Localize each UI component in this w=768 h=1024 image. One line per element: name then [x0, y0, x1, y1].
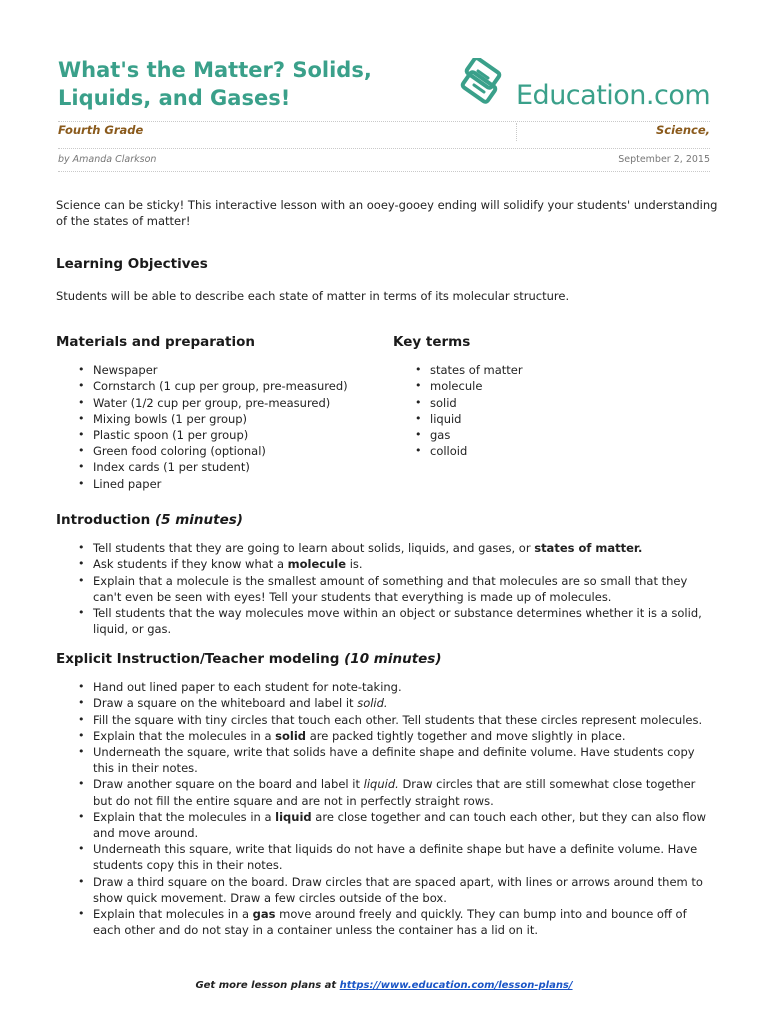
learning-objectives-body — [56, 288, 718, 304]
list-item: • Lined paper — [56, 476, 376, 492]
list-item: • Index cards (1 per student) — [56, 459, 376, 475]
lesson-title: What's the Matter? Solids, Liquids, and Gases! — [58, 58, 372, 110]
item-text: Draw another square on the board and label it — [93, 777, 364, 792]
item-text: Draw circles that are still somewhat close together but do not fill the entire square and are not in perfectly straight rows. — [93, 777, 696, 808]
list-item — [56, 712, 718, 728]
learning-objectives-section — [56, 256, 718, 272]
item-text: Draw a third square on the board. Draw circles that are spaced apart, with lines or arrows around them to show quick movement. Draw a few circles outside of the box. — [93, 874, 703, 905]
lesson-plans-link[interactable]: https://www.education.com/lesson-plans/ — [339, 980, 573, 991]
introduction-heading — [56, 512, 718, 528]
grade-subject-row — [58, 123, 710, 137]
divider — [58, 148, 710, 149]
learning-objectives-text: Students will be able to describe each state of matter in terms of its molecular structure. — [56, 289, 570, 303]
list-item — [56, 679, 718, 695]
key-terms-heading: Key terms — [393, 334, 471, 350]
item-text: Explain that a molecule is the smallest amount of something and that molecules are so small that they can't even be seen with eyes! Tell your students that everything is made up of molecules. — [93, 573, 688, 604]
list-item — [56, 841, 718, 873]
author-label: by Amanda Clarkson — [58, 154, 157, 165]
item-text: are packed tightly together and move slightly in place. — [306, 728, 626, 743]
list-item — [56, 809, 718, 841]
explicit-instruction-duration: (10 minutes) — [344, 651, 442, 667]
key-terms-list — [393, 362, 713, 459]
introduction-duration: (5 minutes) — [154, 512, 243, 528]
intro-paragraph: Science can be sticky! This interactive lesson with an ooey-gooey ending will solidify your students' understanding of the states of matter! — [56, 198, 718, 229]
list-item: • solid — [393, 395, 713, 411]
list-item: • colloid — [393, 443, 713, 459]
item-bold: molecule — [287, 557, 347, 572]
list-item — [56, 906, 718, 938]
footer-text: Get more lesson plans at — [195, 980, 340, 991]
divider — [58, 121, 710, 122]
list-item — [56, 744, 718, 776]
list-item: • Newspaper — [56, 362, 376, 378]
footer — [0, 980, 768, 991]
list-item: • states of matter — [393, 362, 713, 378]
introduction-list — [56, 540, 718, 637]
list-item: • Water (1/2 cup per group, pre-measured) — [56, 395, 376, 411]
list-item — [56, 573, 718, 605]
materials-section — [56, 334, 376, 492]
introduction-heading-text: Introduction — [56, 512, 151, 528]
item-text: Draw a square on the whiteboard and label it — [93, 696, 358, 711]
explicit-instruction-heading — [56, 651, 718, 667]
item-text: Explain that molecules in a — [93, 907, 253, 922]
item-italic: liquid. — [363, 777, 399, 792]
list-item: • Cornstarch (1 cup per group, pre-measured) — [56, 378, 376, 394]
materials-list — [56, 362, 376, 492]
list-item: • Plastic spoon (1 per group) — [56, 427, 376, 443]
education-logo-icon — [458, 58, 510, 110]
item-text: Explain that the molecules in a — [93, 809, 276, 824]
logo-wordmark: Education.com — [516, 80, 711, 111]
list-item — [56, 556, 718, 572]
introduction-section — [56, 512, 718, 637]
item-text: Underneath this square, write that liquids do not have a definite shape but have a definite volume. Have students copy this in their notes. — [93, 842, 698, 873]
key-terms-section — [393, 334, 713, 459]
item-text: Tell students that they are going to learn about solids, liquids, and gases, or — [93, 541, 535, 556]
item-italic: solid. — [357, 696, 388, 711]
item-text: Underneath the square, write that solids have a definite shape and definite volume. Have students copy this in their notes. — [93, 745, 695, 776]
item-text: Explain that the molecules in a — [93, 728, 276, 743]
item-bold: solid — [275, 728, 307, 743]
divider — [516, 123, 517, 141]
intro-section — [56, 197, 718, 229]
list-item: • molecule — [393, 378, 713, 394]
item-text: Ask students if they know what a — [93, 557, 288, 572]
item-bold: states of matter. — [534, 541, 643, 556]
author-date-row — [58, 154, 710, 165]
item-text: Hand out lined paper to each student for note-taking. — [93, 680, 402, 695]
item-bold: gas — [252, 907, 276, 922]
item-text: Tell students that the way molecules move within an object or substance determines whether it is a solid, liquid, or gas. — [93, 606, 702, 637]
list-item — [56, 776, 718, 808]
list-item — [56, 728, 718, 744]
item-bold: liquid — [275, 809, 312, 824]
item-text: is. — [346, 557, 363, 572]
education-logo[interactable] — [458, 58, 720, 114]
materials-heading: Materials and preparation — [56, 334, 255, 350]
learning-objectives-heading: Learning Objectives — [56, 256, 208, 272]
list-item: • Mixing bowls (1 per group) — [56, 411, 376, 427]
list-item: • gas — [393, 427, 713, 443]
item-text: move around freely and quickly. They can bump into and bounce off of each other and do not stay in a container unless the container has a lid on it. — [93, 907, 687, 938]
explicit-instruction-heading-text: Explicit Instruction/Teacher modeling — [56, 651, 340, 667]
divider — [58, 171, 710, 172]
list-item: • Green food coloring (optional) — [56, 443, 376, 459]
item-text: are close together and can touch each other, but they can also flow and move around. — [93, 809, 707, 841]
list-item — [56, 605, 718, 637]
subject-label: Science, — [655, 123, 710, 137]
list-item — [56, 695, 718, 711]
date-label: September 2, 2015 — [618, 154, 710, 165]
grade-label: Fourth Grade — [58, 123, 144, 137]
list-item — [56, 540, 718, 556]
explicit-instruction-list — [56, 679, 718, 938]
explicit-instruction-section — [56, 651, 718, 938]
item-text: Fill the square with tiny circles that touch each other. Tell students that these circles represent molecules. — [93, 712, 703, 727]
list-item: • liquid — [393, 411, 713, 427]
list-item — [56, 874, 718, 906]
